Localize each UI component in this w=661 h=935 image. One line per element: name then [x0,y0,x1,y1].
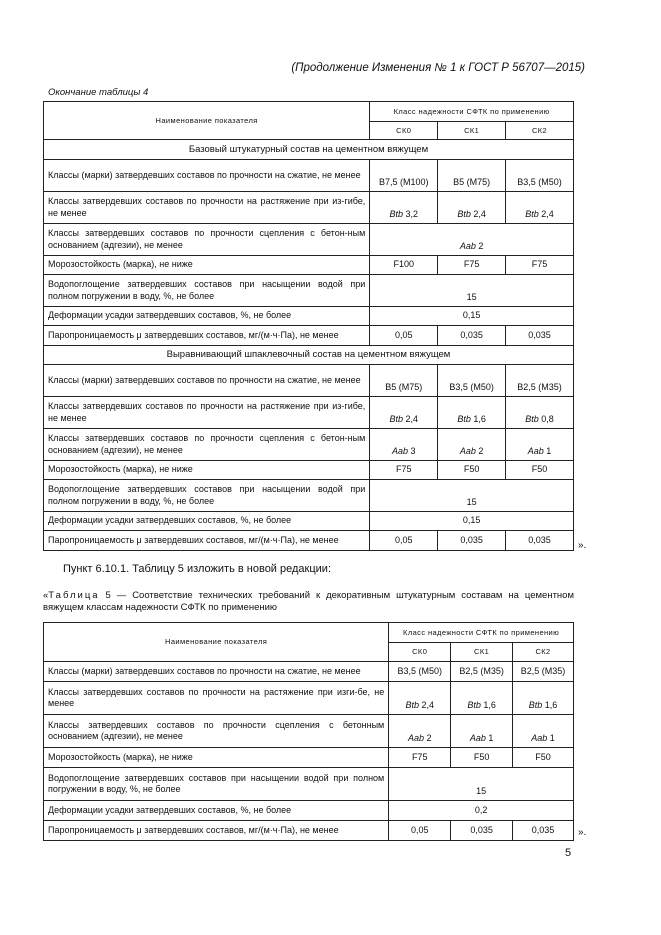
table-row [44,801,574,821]
row-name: Классы (марки) затвердевших составов по прочности на сжатие, не менее [44,365,370,397]
row-name: Классы (марки) затвердевших составов по прочности на сжатие, не менее [44,662,389,682]
cell-prefix: Aab [527,445,544,456]
cell-ck0 [370,397,438,429]
row-name: Водопоглощение затвердевших составов при насыщении водой при полном погружении в воду, %, не более [44,480,370,512]
cell-ck2: B3,5 (M50) [506,160,574,192]
cell-prefix: Btb [525,208,539,219]
table-row [44,480,574,512]
amendment-paragraph: Пункт 6.10.1. Таблицу 5 изложить в новой редакции: [63,563,331,575]
cell-ck1: 0,035 [438,326,506,346]
cell-ck2: 0,035 [513,821,574,841]
cell-ck2 [506,429,574,461]
cell-prefix: Aab [531,732,548,743]
table-row [44,307,574,326]
cell-ck0: B5 (M75) [370,365,438,397]
caption-label: Таблица [48,590,100,601]
cell-prefix: Aab [391,445,408,456]
column-header-ck1: СК1 [438,122,506,140]
cell-merged: 15 [370,480,574,512]
cell-ck1: F75 [438,256,506,275]
table5-caption [43,590,574,615]
cell-ck1 [438,192,506,224]
cell-ck2: F50 [506,461,574,480]
cell-ck0: F75 [370,461,438,480]
table-row [44,821,574,841]
table-row [44,256,574,275]
table-row [44,160,574,192]
row-name: Деформации усадки затвердевших составов, %, не более [44,801,389,821]
cell-value: 1,6 [480,699,496,710]
table-row [44,224,574,256]
column-header-ck1: СК1 [451,643,513,662]
row-name: Деформации усадки затвердевших составов, %, не более [44,512,370,531]
row-name: Классы затвердевших составов по прочности на растяжение при из-гибе, не менее [44,192,370,224]
column-header-name: Наименование показателя [44,102,370,140]
column-header-group: Класс надежности СФТК по применению [389,623,574,643]
row-name: Классы затвердевших составов по прочности на растяжение при изги-бе, не менее [44,682,389,715]
row-name: Классы затвердевших составов по прочности сцепления с бетон-ным основанием (адгезии), не менее [44,429,370,461]
table-row [44,326,574,346]
row-name: Морозостойкость (марка), не ниже [44,461,370,480]
cell-ck0: F75 [389,748,451,768]
cell-value: 2 [423,732,432,743]
table-row [44,429,574,461]
cell-prefix: Btb [525,413,539,424]
row-name: Водопоглощение затвердевших составов при насыщении водой при полном погружении в воду, %, не более [44,275,370,307]
cell-value: 2,4 [538,208,554,219]
document-header: (Продолжение Изменения № 1 к ГОСТ Р 56707—2015) [291,62,585,74]
row-name: Деформации усадки затвердевших составов, %, не более [44,307,370,326]
cell-value: 2,4 [403,413,419,424]
table4-closing-quote: ». [578,540,587,551]
table-row [44,461,574,480]
cell-prefix: Btb [457,413,471,424]
cell-value: 2 [475,445,484,456]
cell-ck2: F75 [506,256,574,275]
cell-ck2 [506,397,574,429]
cell-prefix: Btb [528,699,543,710]
cell-ck1: B3,5 (M50) [438,365,506,397]
cell-ck0: 0,05 [370,531,438,551]
cell-ck0: B3,5 (M50) [389,662,451,682]
caption-text: 5 — Соответствие технических требований к декоративным штукатурным составам на цементном вяжущем классам надежности СФТК по применению [43,590,574,614]
cell-ck1: 0,035 [438,531,506,551]
row-name: Паропроницаемость μ затвердевших составов, мг/(м·ч·Па), не менее [44,326,370,346]
cell-prefix: Aab [459,445,476,456]
table-row [44,682,574,715]
table-4 [43,101,574,551]
cell-value: 1 [485,732,494,743]
cell-ck0: 0,05 [389,821,451,841]
cell-ck2: B2,5 (M35) [513,662,574,682]
cell-prefix: Btb [457,208,471,219]
cell-ck1: F50 [451,748,513,768]
table-row [44,662,574,682]
section-title: Выравнивающий шпаклевочный состав на цементном вяжущем [44,346,574,365]
row-name: Водопоглощение затвердевших составов при насыщении водой при полном погружении в воду, %, не более [44,768,389,801]
cell-prefix: Aab [459,240,476,251]
cell-ck2: F50 [513,748,574,768]
cell-value: 1 [547,732,555,743]
cell-value: 3,2 [403,208,419,219]
row-name: Паропроницаемость μ затвердевших составов, мг/(м·ч·Па), не менее [44,821,389,841]
cell-value: 0,8 [538,413,554,424]
cell-ck1 [451,715,513,748]
row-name: Классы затвердевших составов по прочности на растяжение при из-гибе, не менее [44,397,370,429]
cell-ck1 [438,397,506,429]
cell-prefix: Btb [389,208,403,219]
cell-value: 1,6 [470,413,486,424]
row-name: Классы затвердевших составов по прочности сцепления с бетон-ным основанием (адгезии), не менее [44,224,370,256]
cell-merged: 0,2 [389,801,574,821]
cell-value: 2,4 [418,699,434,710]
table-row [44,192,574,224]
cell-prefix: Aab [469,732,486,743]
cell-prefix: Btb [389,413,403,424]
cell-value: 3 [408,445,416,456]
cell-prefix: Btb [467,699,481,710]
cell-merged: 15 [389,768,574,801]
cell-ck1: B2,5 (M35) [451,662,513,682]
section-title: Базовый штукатурный состав на цементном вяжущем [44,140,574,160]
cell-ck2: 0,035 [506,531,574,551]
cell-value: 2,4 [470,208,486,219]
cell-ck2 [513,715,574,748]
table-row [44,275,574,307]
table-row [44,512,574,531]
column-header-ck2: СК2 [513,643,574,662]
table-row [44,748,574,768]
column-header-name: Наименование показателя [44,623,389,662]
cell-ck1: F50 [438,461,506,480]
cell-merged: 15 [370,275,574,307]
table-row [44,397,574,429]
row-name: Морозостойкость (марка), не ниже [44,748,389,768]
cell-value: 1 [543,445,552,456]
cell-merged: 0,15 [370,512,574,531]
cell-ck2 [513,682,574,715]
table4-caption: Окончание таблицы 4 [48,87,149,98]
cell-ck1 [438,429,506,461]
cell-prefix: Aab [407,732,424,743]
cell-merged [370,224,574,256]
cell-ck2 [506,192,574,224]
cell-ck0 [370,192,438,224]
table-row [44,531,574,551]
column-header-ck2: СК2 [506,122,574,140]
cell-ck0 [370,429,438,461]
table-row [44,768,574,801]
cell-ck2: B2,5 (M35) [506,365,574,397]
table5-closing-quote: ». [578,827,587,838]
row-name: Классы затвердевших составов по прочности сцепления с бетонным основанием (адгезии), не менее [44,715,389,748]
cell-ck1: 0,035 [451,821,513,841]
cell-ck0: B7,5 (M100) [370,160,438,192]
table-5 [43,622,574,841]
column-header-ck0: СК0 [389,643,451,662]
cell-value: 2 [475,240,484,251]
cell-ck0 [389,715,451,748]
page-number: 5 [565,847,572,859]
caption-open-quote: « [43,590,49,601]
table-row [44,365,574,397]
cell-merged: 0,15 [370,307,574,326]
column-header-ck0: СК0 [370,122,438,140]
cell-ck1 [451,682,513,715]
cell-ck1: B5 (M75) [438,160,506,192]
row-name: Классы (марки) затвердевших составов по прочности на сжатие, не менее [44,160,370,192]
cell-ck2: 0,035 [506,326,574,346]
row-name: Паропроницаемость μ затвердевших составов, мг/(м·ч·Па), не менее [44,531,370,551]
column-header-group: Класс надежности СФТК по применению [370,102,574,122]
cell-ck0: 0,05 [370,326,438,346]
cell-value: 1,6 [542,699,558,710]
row-name: Морозостойкость (марка), не ниже [44,256,370,275]
cell-prefix: Btb [405,699,419,710]
table-row [44,715,574,748]
cell-ck0 [389,682,451,715]
cell-ck0: F100 [370,256,438,275]
